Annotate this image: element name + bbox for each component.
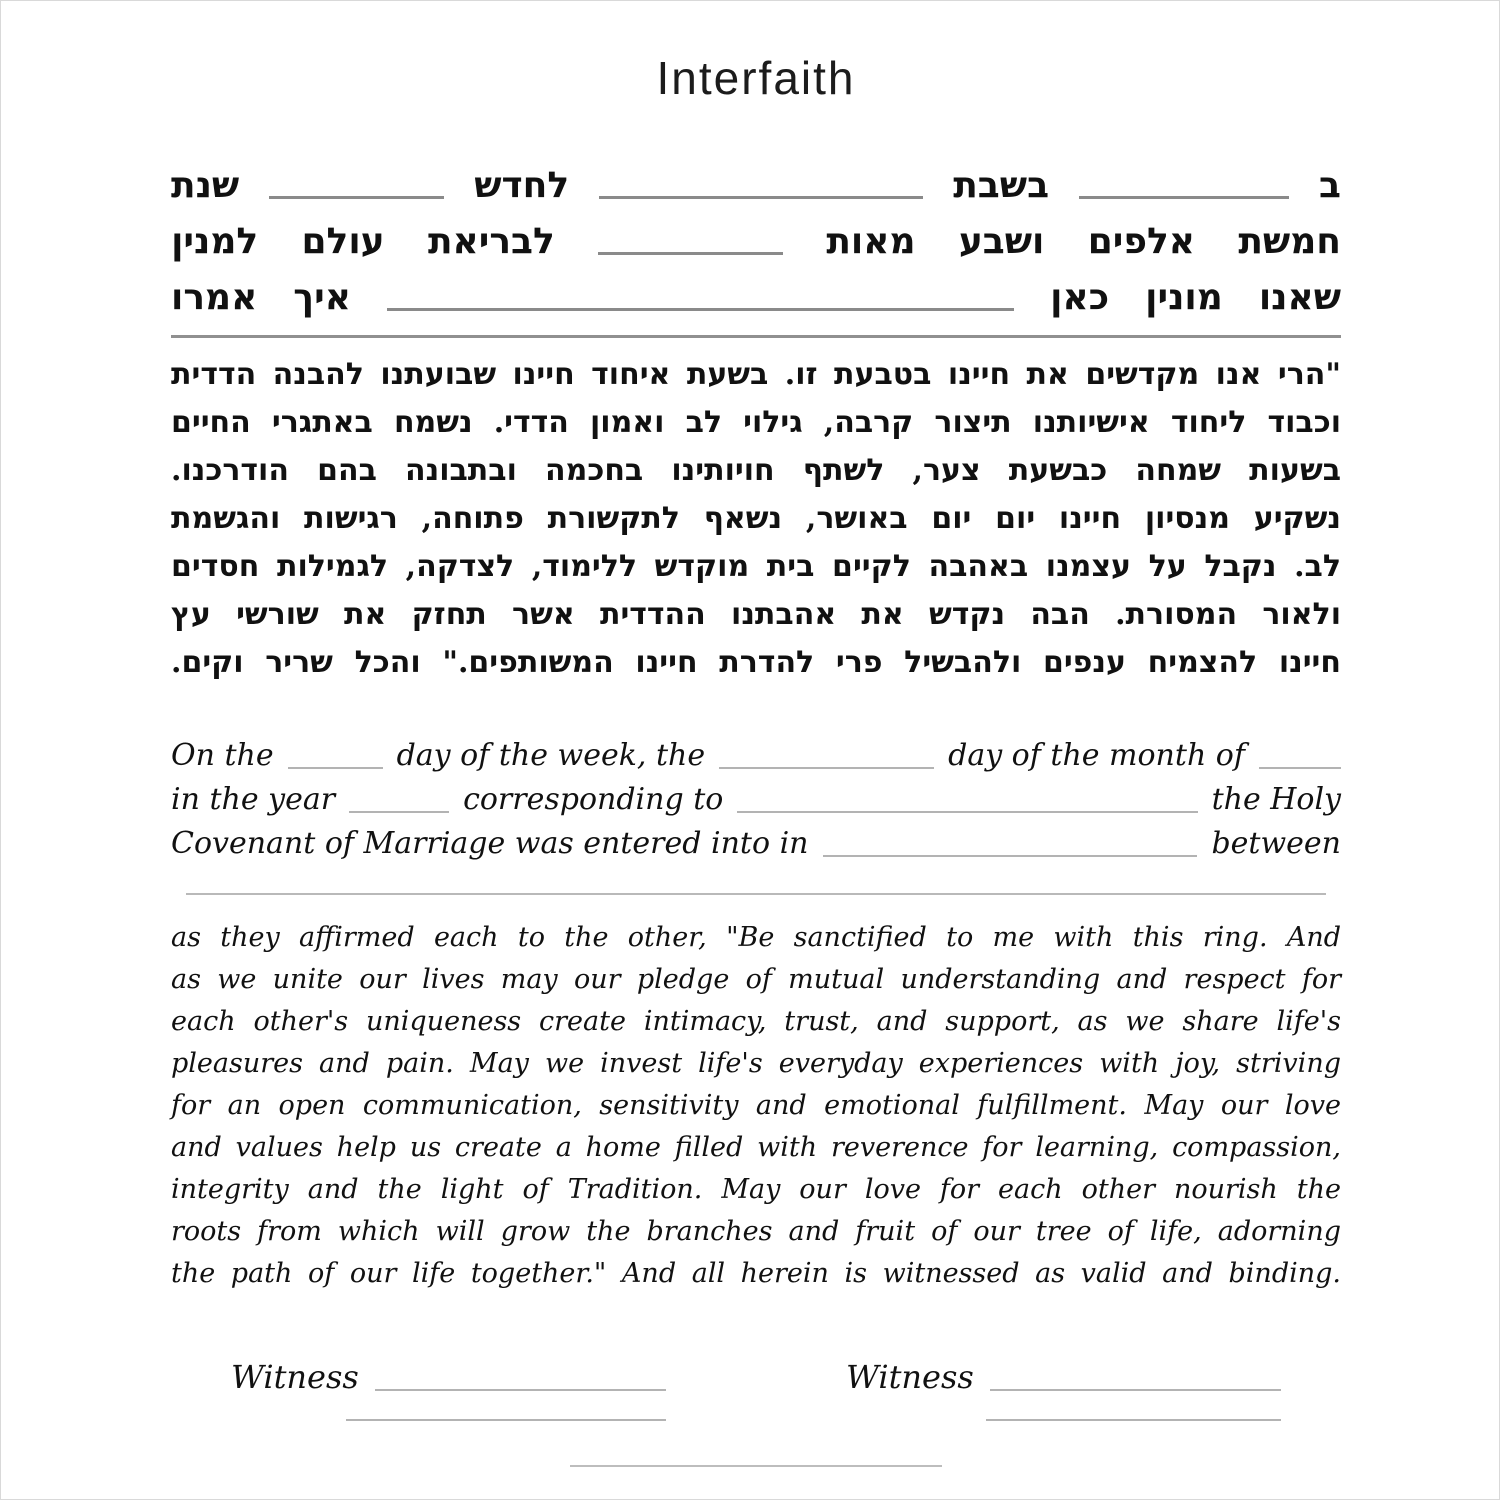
english-date-line-2 — [171, 775, 1341, 819]
signature-line — [986, 1419, 1281, 1421]
witness-signature-line-left — [375, 1389, 666, 1391]
hebrew-word: מאות — [826, 220, 916, 262]
blank-month-field — [269, 196, 444, 199]
witness-label-left: Witness — [231, 1358, 359, 1396]
hebrew-date-line-2 — [171, 207, 1341, 263]
blank-location-field — [823, 855, 1198, 857]
english-text-line: as they affirmed each to the other, "Be sanctified to me with this ring. And — [171, 922, 1341, 953]
date-text: in the year — [171, 782, 336, 817]
english-text-line: the path of our life together." And all herein is witnessed as valid and binding. — [171, 1258, 1341, 1289]
date-text: between — [1211, 826, 1341, 861]
signature-line — [346, 1419, 666, 1421]
blank-place-field — [387, 308, 1014, 311]
blank-month-name-field — [1259, 767, 1341, 769]
date-text: the Holy — [1211, 782, 1341, 817]
hebrew-text-line: חיינו להצמיח ענפים ולהבשיל פרי להדרת חיינו המשותפים." והכל שריר וקים. — [171, 645, 1341, 680]
english-text-line: each other's uniqueness create intimacy, trust, and support, as we share life's — [171, 1006, 1341, 1037]
english-date-section — [171, 731, 1341, 863]
date-text: Covenant of Marriage was entered into in — [171, 826, 809, 861]
blank-day-of-month-field — [719, 767, 934, 769]
date-text: day of the week, the — [396, 738, 706, 773]
hebrew-text-line: וכבוד ליחוד אישיותנו תיצור קרבה, גילוי לב ואמון הדדי. נשמח באתגרי החיים — [171, 405, 1341, 440]
hebrew-word: עולם — [301, 220, 385, 262]
english-text-line: integrity and the light of Tradition. May our love for each other nourish the — [171, 1174, 1341, 1205]
hebrew-word: בשבת — [953, 164, 1050, 206]
hebrew-text-line: נשקיע מנסיון חיינו יום יום באושר, נשאף לתקשורת פתוחה, רגישות והגשמת — [171, 501, 1341, 536]
blank-day-field — [1079, 196, 1289, 199]
secondary-signature-right — [846, 1419, 1281, 1427]
english-text-line: and values help us create a home filled with reverence for learning, compassion, — [171, 1132, 1341, 1163]
hebrew-text-line: "הרי אנו מקדשים את חיינו בטבעת זו. בשעת איחוד חיינו שבועתנו להבנה הדדית — [171, 357, 1341, 392]
hebrew-word: לחדש — [474, 164, 570, 206]
english-date-line-1 — [171, 731, 1341, 775]
hebrew-word: ושבע — [958, 220, 1045, 262]
hebrew-word: שאנו — [1258, 276, 1341, 318]
hebrew-date-line-1 — [171, 151, 1341, 207]
witness-section — [171, 1351, 1341, 1397]
secondary-signature-row — [171, 1419, 1341, 1427]
date-text: day of the month of — [948, 738, 1245, 773]
hebrew-paragraph — [171, 351, 1341, 687]
date-text: corresponding to — [463, 782, 724, 817]
hebrew-date-section — [171, 151, 1341, 319]
hebrew-word: איך — [293, 276, 351, 318]
page-title: Interfaith — [656, 52, 856, 104]
english-paragraph — [171, 917, 1341, 1295]
hebrew-text-line: בשעות שמחה כבשעת צער, לשתף חויותינו בחכמה ובתבונה בהם הודרכנו. — [171, 453, 1341, 488]
witness-label-right: Witness — [846, 1358, 974, 1396]
hebrew-word: כאן — [1050, 276, 1110, 318]
english-text-line: for an open communication, sensitivity and emotional fulfillment. May our love — [171, 1090, 1341, 1121]
center-signature-line — [570, 1465, 942, 1467]
blank-couple-names-line — [186, 893, 1326, 895]
section-divider-rule — [171, 335, 1341, 338]
hebrew-word: אמרו — [171, 276, 258, 318]
blank-date-field — [599, 196, 923, 199]
english-text-line: as we unite our lives may our pledge of mutual understanding and respect for — [171, 964, 1341, 995]
blank-corresponding-date-field — [737, 811, 1197, 813]
hebrew-word: שנת — [171, 164, 240, 206]
hebrew-text-line: ולאור המסורת. הבה נקדש את אהבתנו ההדדית אשר תחזק את שורשי עץ — [171, 597, 1341, 632]
hebrew-word: ב — [1319, 164, 1341, 206]
hebrew-date-line-3 — [171, 263, 1341, 319]
english-text-line: pleasures and pain. May we invest life's everyday experiences with joy, striving — [171, 1048, 1341, 1079]
date-text: On the — [171, 738, 274, 773]
hebrew-word: חמשת — [1238, 220, 1341, 262]
witness-signature-line-right — [990, 1389, 1281, 1391]
hebrew-word: לבריאת — [427, 220, 555, 262]
hebrew-word: מונין — [1145, 276, 1223, 318]
blank-year-field — [598, 252, 783, 255]
english-text-line: roots from which will grow the branches and fruit of our tree of life, adorning — [171, 1216, 1341, 1247]
witness-right — [846, 1351, 1281, 1397]
hebrew-word: אלפים — [1087, 220, 1196, 262]
blank-year-field-english — [349, 811, 449, 813]
secondary-signature-left — [231, 1419, 666, 1427]
blank-weekday-field — [288, 767, 383, 769]
witness-left — [231, 1351, 666, 1397]
english-date-line-3 — [171, 819, 1341, 863]
hebrew-word: למנין — [171, 220, 259, 262]
hebrew-text-line: לב. נקבל על עצמנו באהבה לקיים בית מוקדש ללימוד, לצדקה, לגמילות חסדים — [171, 549, 1341, 584]
